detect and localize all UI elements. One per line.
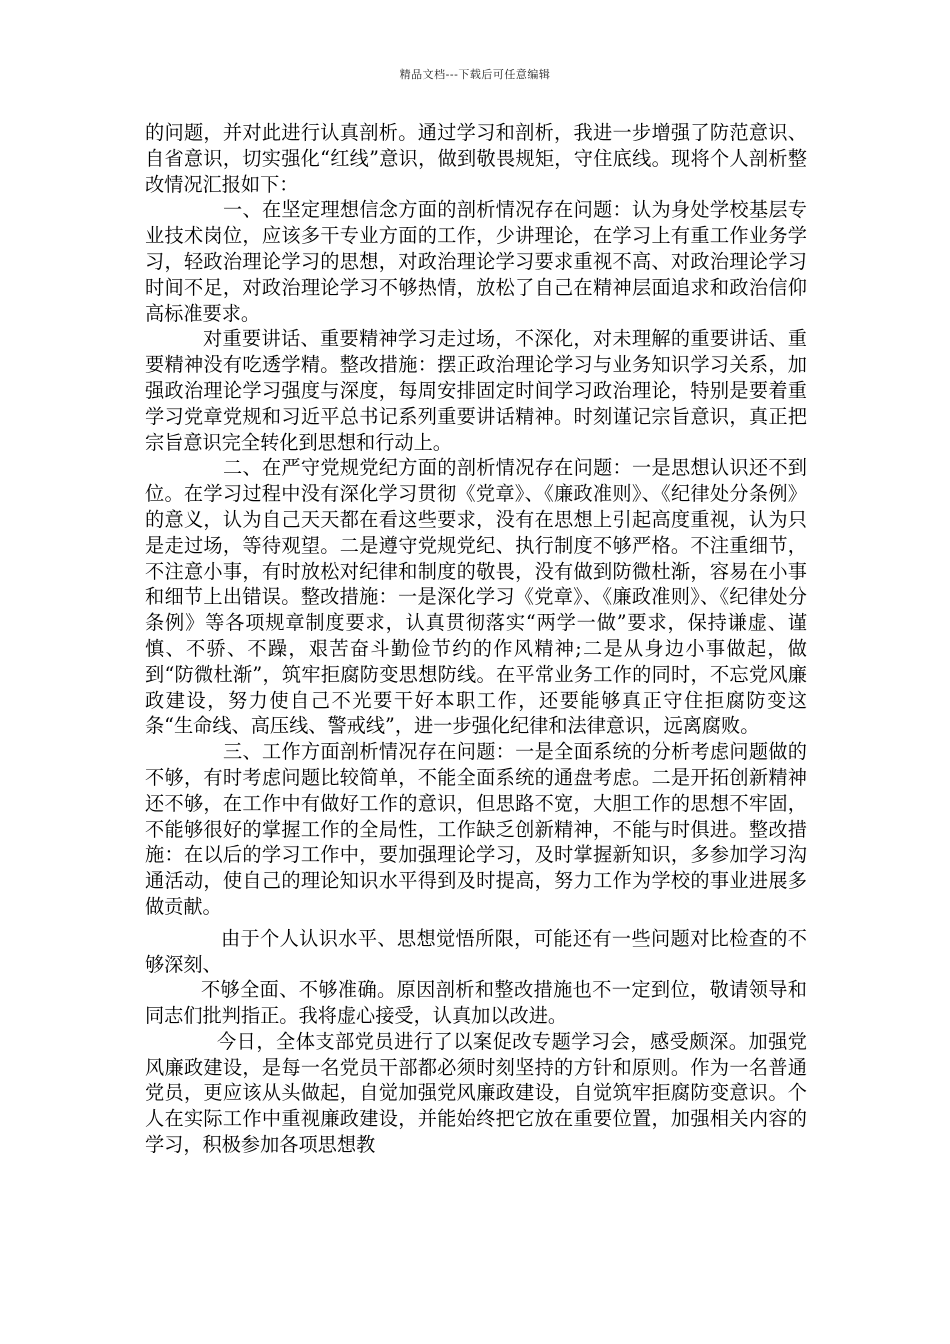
paragraph-section-2: 二、在严守党规党纪方面的剖析情况存在问题：一是思想认识还不到位。在学习过程中没有深化学习贯彻《党章》、《廉政准则》、《纪律处分条例》的意义，认为自己天天都在看这些要求，没有在思想上引起高度重视，认为只是走过场，等待观望。二是遵守党规党纪、执行制度不够严格。不注重细节，不注意小事，有时放松对纪律和制度的敬畏，没有做到防微杜渐，容易在小事和细节上出错误。整改措施：一是深化学习《党章》、《廉政准则》、《纪律处分条例》等各项规章制度要求，认真贯彻落实“两学一做”要求，保持谦虚、谨慎、不骄、不躁，艰苦奋斗勤俭节约的作风精神;二是从身边小事做起，做到“防微杜渐”，筑牢拒腐防变思想防线。在平常业务工作的同时，不忘党风廉政建设，努力使自己不光要干好本职工作，还要能够真正守住拒腐防变这条“生命线、高压线、警戒线”，进一步强化纪律和法律意识，远离腐败。 — [145, 456, 807, 738]
document-body — [145, 120, 807, 1158]
paragraph-section-3: 三、工作方面剖析情况存在问题：一是全面系统的分析考虑问题做的不够，有时考虑问题比较简单，不能全面系统的通盘考虑。二是开拓创新精神还不够，在工作中有做好工作的意识，但思路不宽，大胆工作的思想不牢固，不能够很好的掌握工作的全局性，工作缺乏创新精神，不能与时俱进。整改措施：在以后的学习工作中，要加强理论学习，及时掌握新知识，多参加学习沟通活动，使自己的理论知识水平得到及时提高，努力工作为学校的事业进展多做贡献。 — [145, 740, 807, 918]
paragraph-section-1: 一、在坚定理想信念方面的剖析情况存在问题：认为身处学校基层专业技术岗位，应该多干专业方面的工作，少讲理论，在学习上有重工作业务学习，轻政治理论学习的思想，对政治理论学习要求重视不高、对政治理论学习时间不足，对政治理论学习不够热情，放松了自己在精神层面追求和政治信仰高标准要求。 — [145, 198, 807, 325]
paragraph-closing: 由于个人认识水平、思想觉悟所限，可能还有一些问题对比检查的不够深刻、 — [145, 926, 807, 976]
paragraph-section-1-measures: 对重要讲话、重要精神学习走过场，不深化，对未理解的重要讲话、重要精神没有吃透学精。整改措施：摆正政治理论学习与业务知识学习关系，加强政治理论学习强度与深度，每周安排固定时间学习政治理论，特别是要着重学习党章党规和习近平总书记系列重要讲话精神。时刻谨记宗旨意识，真正把宗旨意识完全转化到思想和行动上。 — [145, 327, 807, 454]
paragraph-study-session: 今日，全体支部党员进行了以案促改专题学习会，感受颇深。加强党风廉政建设，是每一名党员干部都必须时刻坚持的方针和原则。作为一名普通党员，更应该从头做起，自觉加强党风廉政建设，自觉筑牢拒腐防变意识。个人在实际工作中重视廉政建设，并能始终把它放在重要位置，加强相关内容的学习，积极参加各项思想教 — [145, 1029, 807, 1157]
paragraph-closing-continued: 不够全面、不够准确。原因剖析和整改措施也不一定到位，敬请领导和同志们批判指正。我将虚心接受，认真加以改进。 — [145, 978, 807, 1028]
paragraph-intro: 的问题，并对此进行认真剖析。通过学习和剖析，我进一步增强了防范意识、自省意识，切实强化“红线”意识，做到敬畏规矩，守住底线。现将个人剖析整改情况汇报如下： — [145, 121, 807, 196]
page-header: 精品文档---下载后可任意编辑 — [399, 68, 551, 81]
